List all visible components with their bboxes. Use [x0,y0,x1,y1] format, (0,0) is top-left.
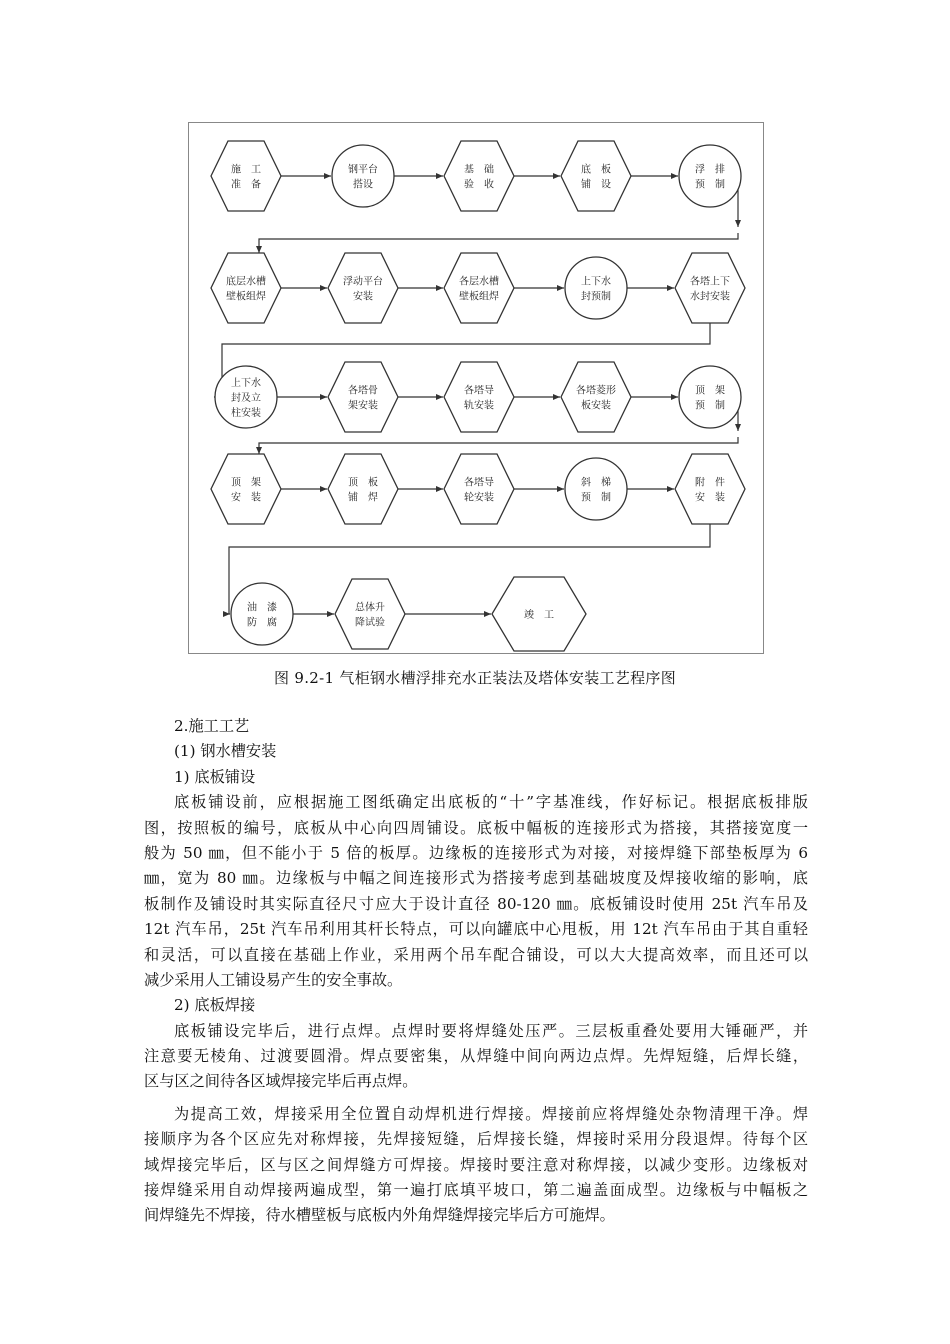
step-label: 预 制 [695,179,725,191]
circle-shape [679,145,741,207]
step-label: 板安装 [581,400,611,412]
step-label: 各塔骨 [348,385,378,397]
process-step-3-4 [561,362,631,432]
step-label: 架安装 [348,400,378,412]
step-label: 底 板 [581,164,611,176]
hexagon-shape [335,579,405,649]
process-step-5-2 [335,579,405,649]
paragraph-line: 区与区之间待各区域焊接完毕后再点焊。 [144,1072,418,1091]
process-step-2-1 [211,253,281,323]
hexagon-shape [211,141,281,211]
subsection-heading: (1) 钢水槽安装 [174,742,277,761]
process-step-2-4 [565,257,627,319]
step-label: 斜 梯 [581,477,611,489]
body-text [144,714,808,1229]
circle-shape [565,458,627,520]
hexagon-shape [328,253,398,323]
circle-shape [231,583,293,645]
circle-shape [679,366,741,428]
hexagon-shape [328,454,398,524]
step-label: 搭设 [353,179,373,191]
process-step-2-3 [444,253,514,323]
figure-caption: 图 9.2-1 气柜钢水槽浮排充水正装法及塔体安装工艺程序图 [273,669,676,687]
process-step-1-3 [444,141,514,211]
hexagon-shape [211,454,281,524]
step-label: 安 装 [231,492,261,504]
hexagon-shape [444,141,514,211]
step-label: 各塔导 [464,385,494,397]
wrap-connector [259,437,738,454]
step-label: 顶 板 [348,477,378,489]
process-step-4-1 [211,454,281,524]
paragraph-line: 接焊缝采用自动焊接两遍成型，第一遍打底填平坡口，第二遍盖面成型。边缘板与中幅板之 [144,1181,808,1200]
paragraph-line: 底板铺设前，应根据施工图纸确定出底板的“十”字基准线，作好标记。根据底板排版 [174,793,808,812]
paragraph-line: 般为 50 ㎜，但不能小于 5 倍的板厚。边缘板的连接形式为对接，对接焊缝下部垫板厚为 6 [144,843,808,862]
paragraph-line: 和灵活，可以直接在基础上作业，采用两个吊车配合铺设，可以大大提高效率，而且还可以 [144,945,808,964]
step-label: 柱安装 [231,408,261,419]
paragraph-line: 注意要无棱角、过渡要圆滑。焊点要密集，从焊缝中间向两边点焊。先焊短缝，后焊长缝， [144,1047,808,1066]
process-step-4-2 [328,454,398,524]
step-label: 总体升 [355,602,385,614]
step-label: 上下水 [581,276,611,288]
process-step-4-4 [565,458,627,520]
step-label: 预 制 [695,400,725,412]
step-label: 基 础 [464,164,494,176]
step-label: 浮 排 [695,164,725,176]
wrap-connector [259,233,738,253]
step-label: 预 制 [581,492,611,504]
hexagon-shape [561,141,631,211]
hexagon-shape [675,253,745,323]
process-step-5-1 [231,583,293,645]
process-step-3-3 [444,362,514,432]
hexagon-shape [444,362,514,432]
step-label: 准 备 [231,179,261,191]
step-label: 轮安装 [464,492,494,504]
step-label: 水封安装 [690,291,730,303]
step-label: 封预制 [581,291,611,303]
step-label: 封及立 [231,393,261,404]
step-label: 油 漆 [247,602,277,614]
wrap-connector [229,524,710,614]
step-label: 防 腐 [247,617,277,629]
process-step-5-3 [492,577,586,651]
process-step-2-2 [328,253,398,323]
step-label: 底层水槽 [226,276,266,288]
paragraph-line: 图，按照板的编号，底板从中心向四周铺设。底板中幅板的连接形式为搭接，其搭接宽度一 [144,818,808,837]
step-label: 铺 焊 [348,492,378,504]
paragraph-line: 接顺序为各个区应先对称焊接，先焊接短缝，后焊接长缝，焊接时采用分段退焊。待每个区 [144,1130,808,1149]
process-flowchart [188,122,764,654]
item-heading-2: 2) 底板焊接 [174,996,256,1015]
paragraph-line: 间焊缝先不焊接，待水槽壁板与底板内外角焊缝焊接完毕后方可施焊。 [144,1206,615,1225]
paragraph-line: 域焊接完毕后，区与区之间焊缝方可焊接。焊接时要注意对称焊接，以减少变形。边缘板对 [144,1155,808,1174]
hexagon-shape [328,362,398,432]
circle-shape [565,257,627,319]
item-heading-1: 1) 底板铺设 [174,767,256,786]
paragraph-base-welding [144,1019,808,1095]
step-label: 顶 架 [231,477,261,489]
step-label: 各塔导 [464,477,494,489]
step-label: 降试验 [355,617,385,629]
step-label: 轨安装 [464,400,494,412]
hexagon-shape [211,253,281,323]
paragraph-line: 底板铺设完毕后，进行点焊。点焊时要将焊缝处压严。三层板重叠处要用大锤砸严，并 [174,1021,808,1040]
paragraph-line: 板制作及铺设时其实际直径尺寸应大于设计直径 80-120 ㎜。底板铺设时使用 25t 汽车吊及 [144,894,808,913]
hexagon-shape [444,253,514,323]
process-step-4-5 [675,454,745,524]
paragraph-line: 为提高工效，焊接采用全位置自动焊机进行焊接。焊接前应将焊缝处杂物清理干净。焊 [174,1104,808,1123]
step-label: 顶 架 [695,385,725,397]
section-heading: 2.施工工艺 [174,717,250,735]
process-step-1-1 [211,141,281,211]
step-label: 上下水 [231,378,261,389]
process-step-1-5 [679,145,741,207]
step-label: 壁板组焊 [226,291,266,303]
step-label: 施 工 [231,164,261,176]
process-step-1-2 [332,145,394,207]
process-step-1-4 [561,141,631,211]
step-label: 安装 [353,291,373,303]
process-step-2-5 [675,253,745,323]
flowchart-canvas [189,123,765,655]
step-label: 各层水槽 [459,276,499,288]
hexagon-shape [561,362,631,432]
step-label: 钢平台 [348,164,378,176]
paragraph-base-laying [144,790,808,993]
paragraph-line: ㎜，宽为 80 ㎜。边缘板与中幅之间连接形式为搭接考虑到基础坡度及焊接收缩的影响，底 [144,869,808,888]
process-step-3-2 [328,362,398,432]
step-label: 壁板组焊 [459,291,499,303]
hexagon-shape [675,454,745,524]
step-label: 铺 设 [581,179,611,191]
paragraph-line: 12t 汽车吊，25t 汽车吊利用其杆长特点，可以向罐底中心甩板，用 12t 汽车吊由于其自重轻 [144,920,808,939]
step-label: 浮动平台 [343,276,383,288]
step-label: 竣 工 [524,610,554,621]
step-label: 验 收 [464,179,494,191]
process-step-3-1 [215,366,277,428]
paragraph-line: 减少采用人工铺设易产生的安全事故。 [144,970,403,989]
step-label: 安 装 [695,492,725,504]
step-label: 各塔上下 [690,276,730,288]
step-label: 各塔菱形 [576,385,616,397]
process-step-4-3 [444,454,514,524]
step-label: 附 件 [695,477,725,489]
process-step-3-5 [679,366,741,428]
circle-shape [332,145,394,207]
hexagon-shape [444,454,514,524]
paragraph-welding-method [144,1102,808,1229]
